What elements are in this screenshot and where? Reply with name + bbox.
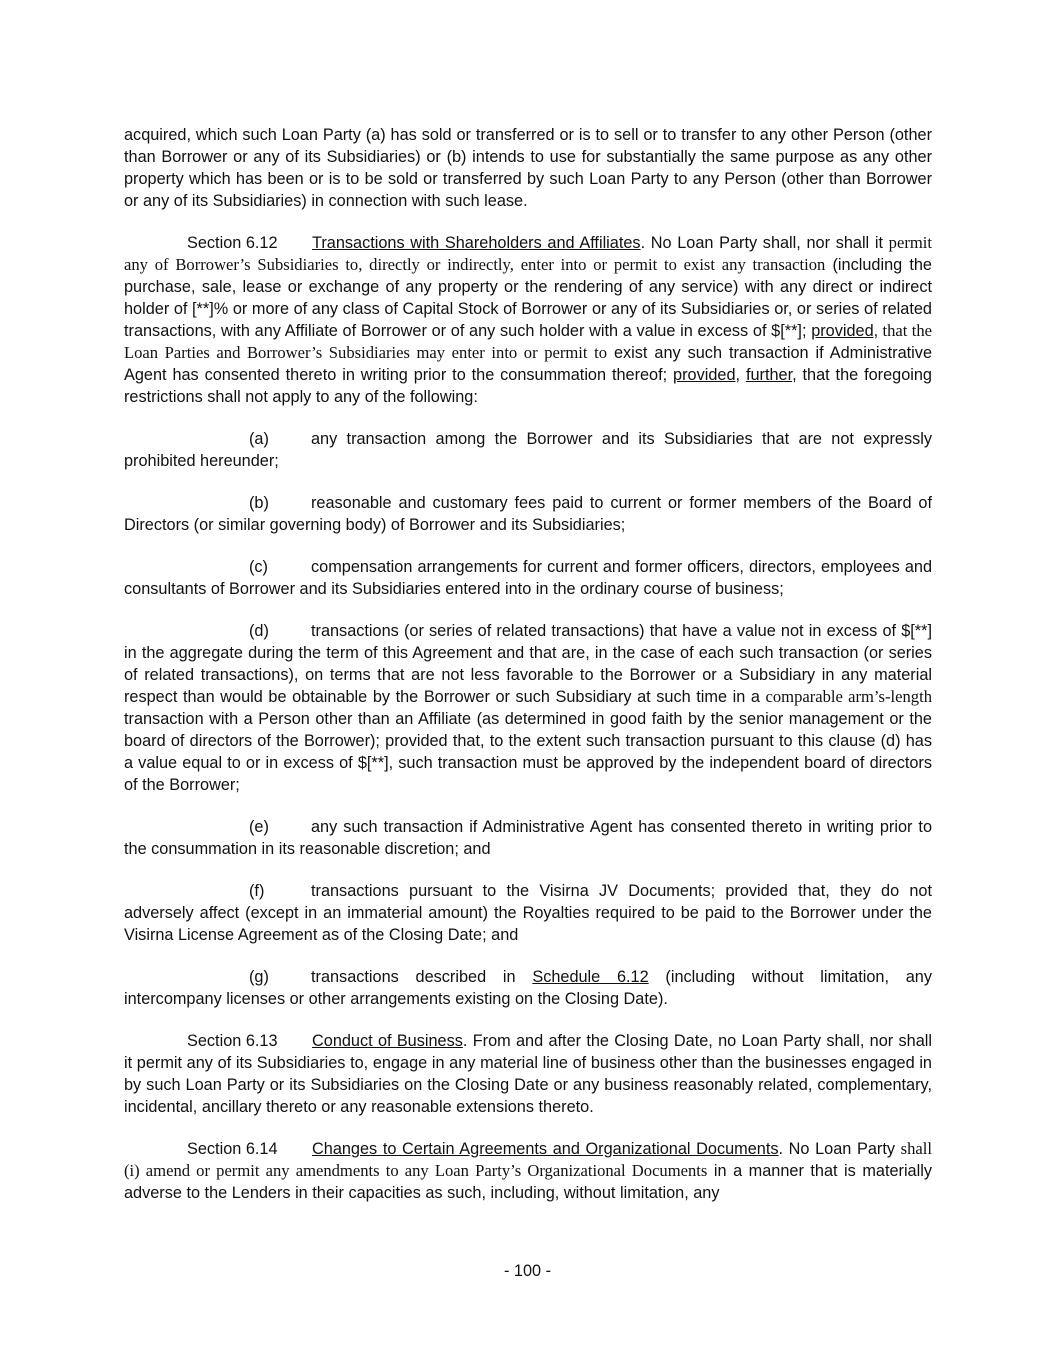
list-item-g: [124, 966, 932, 1010]
item-label: (e): [249, 818, 269, 836]
schedule-6-12-reference: Schedule 6.12: [532, 968, 649, 986]
section-6-12-comma: ,: [735, 366, 746, 384]
section-6-12-text-5: exist any such transaction if Administrative Agent has consented thereto in writing prior to the consummation thereof;: [124, 344, 932, 384]
page-number: - 100 -: [503, 1262, 552, 1280]
item-label: (f): [249, 882, 265, 900]
item-text: transactions pursuant to the Visirna JV Documents; provided that, they do not adversely affect (except in an immaterial amount) the Royalties required to be paid to the Borrower under the Visirna License Agreement as of the Closing Date; and: [124, 882, 932, 944]
section-6-12-number: Section 6.12: [187, 234, 278, 252]
item-label: (d): [249, 622, 269, 640]
section-6-13-text: . From and after the Closing Date, no Loan Party shall, nor shall it permit any of its Subsidiaries to, engage in any material line of business other than the businesses engaged in by such Loan Party or its Subsidiaries on the Closing Date or any business reasonably related, complementary, incidental, ancillary thereto or any reasonable extensions thereto.: [124, 1032, 932, 1116]
section-6-12-title: Transactions with Shareholders and Affiliates: [312, 234, 641, 252]
section-6-13-title: Conduct of Business: [312, 1032, 463, 1050]
list-item-e: [124, 816, 932, 860]
section-6-14-text-1: . No Loan Party: [778, 1140, 901, 1158]
list-item-d: [124, 620, 932, 796]
provided-term-2: provided: [673, 366, 736, 384]
item-text: any transaction among the Borrower and its Subsidiaries that are not expressly prohibited hereunder;: [124, 430, 932, 470]
section-6-12-text-2: permit any of Borrower’s Subsidiaries to, directly or indirectly, enter into or permit to exist any transaction: [124, 233, 932, 274]
item-text-2: transaction with a Person other than an Affiliate (as determined in good faith by the senior management or the board of directors of the Borrower); provided that, to the extent such transaction pursuant to this clause (d) has a value equal to or in excess of $[**], such transaction must be approved by the independent board of directors of the Borrower;: [124, 710, 932, 794]
item-label: (g): [249, 968, 269, 986]
provided-term-1: provided,: [811, 322, 879, 340]
list-item-a: [124, 428, 932, 472]
item-text-serif: comparable arm’s-length: [765, 687, 932, 706]
item-text: compensation arrangements for current and former officers, directors, employees and consultants of Borrower and its Subsidiaries entered into in the ordinary course of business;: [124, 558, 932, 598]
section-6-12-text-4: that the Loan Parties and Borrower’s Subsidiaries may enter into or permit to: [124, 321, 932, 362]
item-text-2: (including without limitation, any intercompany licenses or other arrangements existing on the Closing Date).: [124, 968, 932, 1008]
section-6-13-paragraph: [124, 1030, 932, 1118]
list-item-f: [124, 880, 932, 946]
item-text-1: transactions (or series of related transactions) that have a value not in excess of $[**] in the aggregate during the term of this Agreement and that are, in the case of each such transaction (or series of related transactions), on terms that are not less favorable to the Borrower or a Subsidiary in any material respect than would be obtainable by the Borrower or such Subsidiary at such time in a: [124, 622, 932, 706]
further-term: further: [745, 366, 793, 384]
section-6-14-text-serif: shall (i) amend or permit any amendments to any Loan Party’s Organizational Documents: [124, 1139, 932, 1180]
intro-paragraph: acquired, which such Loan Party (a) has sold or transferred or is to sell or to transfer to any other Person (other than Borrower or any of its Subsidiaries) or (b) intends to use for substantially the same purpose as any other property which has been or is to be sold or transferred by such Loan Party to any Person (other than Borrower or any of its Subsidiaries) in connection with such lease.: [124, 126, 932, 210]
section-6-12-paragraph: [124, 232, 932, 408]
section-6-14-title: Changes to Certain Agreements and Organizational Documents: [312, 1140, 779, 1158]
item-text: any such transaction if Administrative Agent has consented thereto in writing prior to the consummation in its reasonable discretion; and: [124, 818, 932, 858]
list-item-b: [124, 492, 932, 536]
item-label: (c): [249, 558, 268, 576]
section-6-12-text-3: (including the purchase, sale, lease or exchange of any property or the rendering of any service) with any direct or indirect holder of [**]% or more of any class of Capital Stock of Borrower or any of its Subsidiaries or, or series of related transactions, with any Affiliate of Borrower or of any such holder with a value in excess of $[**];: [124, 256, 932, 340]
item-text-1: transactions described in: [311, 968, 533, 986]
document-page: [124, 124, 932, 1224]
section-6-12-text-1: . No Loan Party shall, nor shall it: [640, 234, 889, 252]
section-6-14-text-2: in a manner that is materially adverse to the Lenders in their capacities as such, including, without limitation, any: [124, 1162, 932, 1202]
section-6-14-number: Section 6.14: [187, 1140, 278, 1158]
section-6-14-paragraph: [124, 1138, 932, 1204]
section-6-13-number: Section 6.13: [187, 1032, 278, 1050]
item-label: (a): [249, 430, 269, 448]
section-6-12-text-6: , that the foregoing restrictions shall not apply to any of the following:: [124, 366, 932, 406]
list-item-c: [124, 556, 932, 600]
item-label: (b): [249, 494, 269, 512]
item-text: reasonable and customary fees paid to current or former members of the Board of Directors (or similar governing body) of Borrower and its Subsidiaries;: [124, 494, 932, 534]
